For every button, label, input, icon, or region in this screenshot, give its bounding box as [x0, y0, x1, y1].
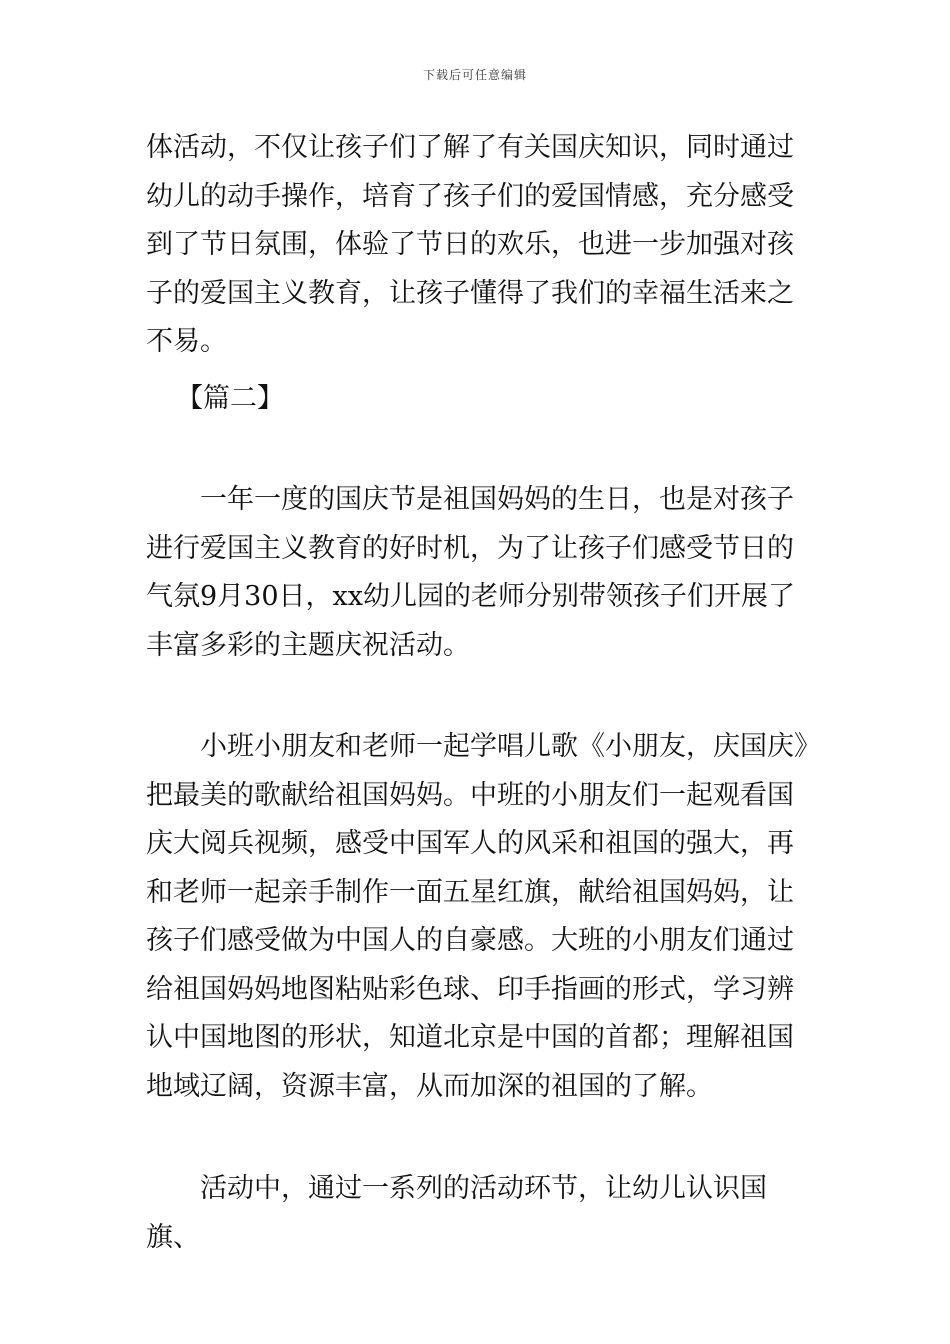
paragraph-2: 一年一度的国庆节是祖国妈妈的生日，也是对孩子进行爱国主义教育的好时机，为了让孩子们感受节日的气氛9月30日，xx幼儿园的老师分别带领孩子们开展了丰富多彩的主题庆祝活动。 [146, 484, 795, 661]
paragraph-3: 小班小朋友和老师一起学唱儿歌《小朋友，庆国庆》把最美的歌献给祖国妈妈。中班的小朋友们一起观看国庆大阅兵视频，感受中国军人的风采和祖国的强大，再和老师一起亲手制作一面五星红旗，献给祖国妈妈，让孩子们感受做为中国人的自豪感。大班的小朋友们通过给祖国妈妈地图粘贴彩色球、印手指画的形式，学习辨认中国地图的形状，知道北京是中国的首都；理解祖国地域辽阔，资源丰富，从而加深的祖国的了解。 [146, 731, 808, 1102]
header-note: 下载后可任意编辑 [422, 68, 527, 82]
section-title: 【篇二】 [176, 383, 284, 414]
paragraph-4: 活动中，通过一系列的活动环节，让幼儿认识国旗、 [146, 1173, 767, 1253]
paragraph-1: 体活动，不仅让孩子们了解了有关国庆知识，同时通过幼儿的动手操作，培育了孩子们的爱国情感，充分感受到了节日氛围，体验了节日的欢乐，也进一步加强对孩子的爱国主义教育，让孩子懂得了我们的幸福生活来之不易。 [146, 132, 794, 357]
